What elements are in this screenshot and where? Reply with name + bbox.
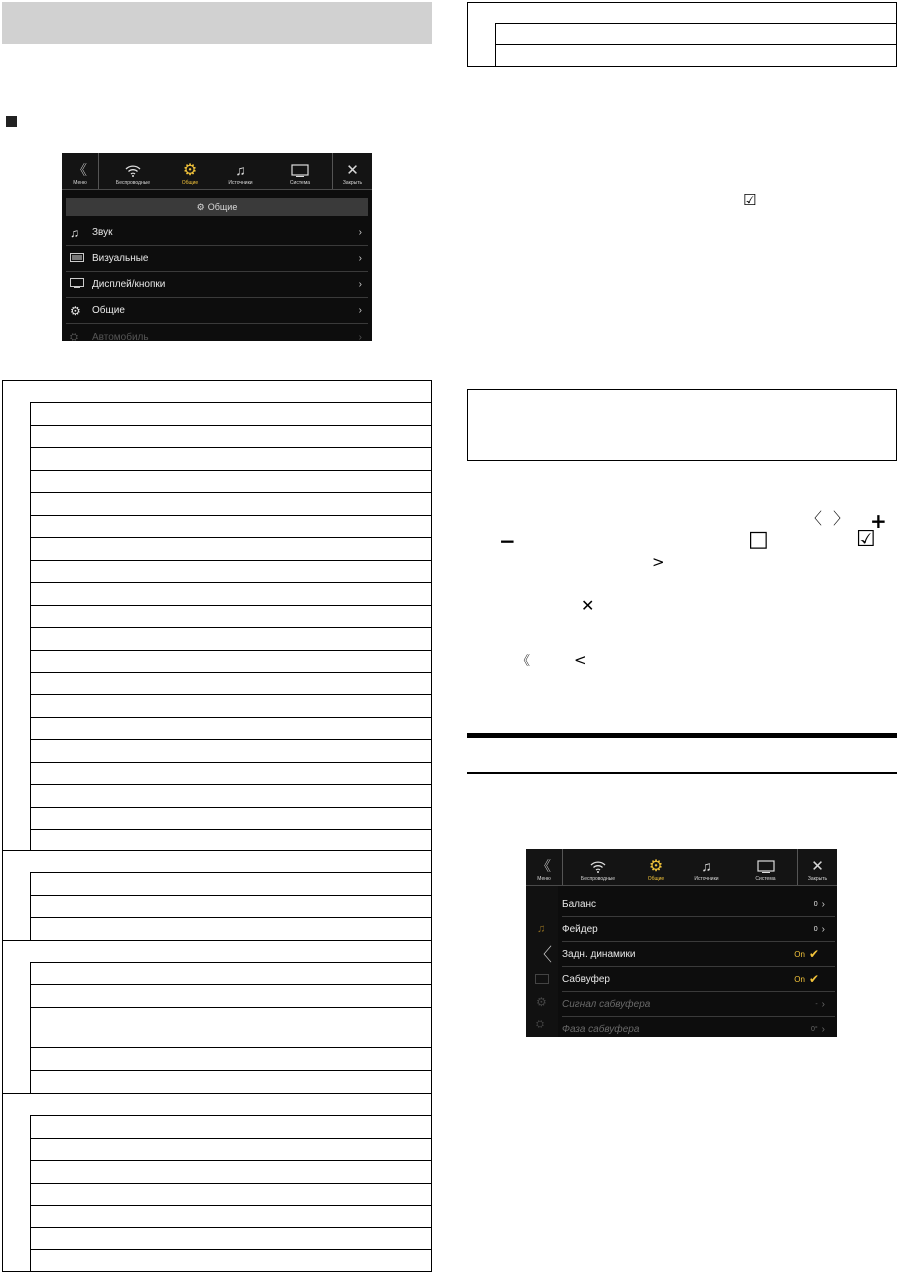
table-divider [30, 694, 432, 695]
table-divider [30, 515, 432, 516]
setting-row-rear-speakers[interactable]: Задн. динамики On ✔ [562, 942, 835, 967]
checkbox-checked-icon: ☑ [856, 527, 876, 552]
menu-item-car[interactable]: ⛭ Автомобиль › [70, 331, 362, 341]
table-divider [30, 447, 432, 448]
table-divider [30, 984, 432, 985]
table-divider [30, 872, 432, 873]
chevron-right-icon: › [358, 279, 362, 290]
checkbox-checked-icon: ☑ [743, 191, 757, 209]
section-header: ⚙ Общие [66, 198, 368, 216]
plus-icon: + [870, 509, 887, 533]
table-divider [30, 492, 432, 493]
table-divider [30, 807, 432, 808]
table-divider [495, 23, 897, 24]
table-divider [30, 1227, 432, 1228]
tab-close[interactable]: ✕ Закрыть [342, 162, 363, 186]
checkmark-icon[interactable]: ✔ [808, 972, 819, 986]
tab-wireless[interactable]: Беспроводные [563, 849, 633, 885]
gear-icon: ⚙ [182, 162, 198, 179]
menu-item-display-buttons[interactable]: Дисплей/кнопки › [66, 272, 368, 298]
chevron-right-icon: › [358, 227, 362, 238]
tab-close[interactable]: ✕ Закрыть [807, 858, 828, 882]
gear-icon: ⚙ [648, 858, 664, 875]
tab-system[interactable]: Система [268, 153, 333, 189]
chevron-right-icon: › [358, 253, 362, 264]
table-divider [495, 23, 496, 67]
chevron-right-icon: › [821, 923, 825, 935]
monitor-icon [70, 278, 92, 291]
close-icon: ✕ [581, 596, 595, 615]
table-divider [30, 537, 432, 538]
music-source-icon: ♫ [701, 858, 712, 874]
table-divider [30, 962, 31, 1093]
table-divider [30, 1205, 432, 1206]
table-divider [30, 627, 432, 628]
monitor-icon [535, 974, 549, 984]
table-divider [30, 672, 432, 673]
table-divider [495, 44, 897, 45]
table-divider [30, 582, 432, 583]
tab-wireless[interactable]: Беспроводные [99, 153, 167, 189]
table-divider [30, 762, 432, 763]
monitor-icon [757, 856, 775, 876]
checkbox-empty-icon: □ [748, 527, 769, 552]
chevron-left-icon: 〈 [806, 509, 823, 528]
setting-row-subwoofer-signal[interactable]: Сигнал сабвуфера - › [562, 992, 835, 1017]
settings-screenshot-sound [526, 849, 837, 1037]
double-chevron-left-icon: 《 [517, 654, 531, 669]
menu-item-visual[interactable]: Визуальные › [66, 246, 368, 272]
gear-icon: ⚙ [70, 303, 81, 318]
table-divider [2, 940, 432, 941]
gear-icon: ⚙ [536, 995, 547, 1009]
close-icon: ✕ [346, 162, 359, 179]
chevron-right-icon: › [821, 1024, 825, 1035]
music-source-icon: ♫ [235, 162, 246, 178]
section-rule [467, 733, 897, 738]
table-divider [2, 1093, 432, 1094]
table-divider [30, 895, 432, 896]
table-divider [30, 917, 432, 918]
car-icon: ⛭ [536, 1019, 544, 1030]
table-divider [30, 1047, 432, 1048]
film-icon [70, 253, 92, 265]
table-divider [30, 470, 432, 471]
table-divider [30, 1115, 432, 1116]
table-divider [30, 605, 432, 606]
table-divider [30, 872, 31, 940]
table-divider [30, 1138, 432, 1139]
music-note-icon: ♫ [70, 225, 79, 240]
wifi-icon [590, 856, 606, 876]
double-chevron-left-icon: 《 [537, 858, 551, 874]
table-divider [30, 402, 31, 850]
chevron-right-icon: › [358, 331, 362, 341]
setting-row-fader[interactable]: Фейдер 0 › [562, 917, 835, 942]
table-divider [30, 1070, 432, 1071]
double-chevron-left-icon: 《 [73, 162, 87, 178]
section-header-bar [2, 2, 432, 44]
table-divider [30, 1160, 432, 1161]
tab-sources[interactable]: ♫ Источники [228, 162, 253, 186]
table-divider [30, 784, 432, 785]
table-divider [30, 650, 432, 651]
tab-sources[interactable]: ♫ Источники [694, 858, 719, 882]
table-divider [30, 829, 432, 830]
table-divider [30, 739, 432, 740]
chevron-right-icon: › [358, 305, 362, 316]
table-divider [30, 560, 432, 561]
table-divider [30, 425, 432, 426]
menu-item-sound[interactable]: ♫ Звук › [66, 220, 368, 246]
note-box [467, 389, 897, 461]
tab-menu[interactable]: 《 Меню [62, 153, 99, 189]
table-divider [30, 1115, 31, 1272]
settings-screenshot-general [62, 153, 372, 341]
table-divider [30, 1183, 432, 1184]
chevron-right-icon: 〉 [833, 509, 850, 528]
square-bullet-icon [6, 116, 17, 127]
setting-row-subwoofer[interactable]: Сабвуфер On ✔ [562, 967, 835, 992]
table-divider [30, 402, 432, 403]
table-divider [30, 1007, 432, 1008]
chevron-left-small-icon: < [574, 651, 587, 669]
table-divider [30, 962, 432, 963]
faded-sidebar [526, 886, 558, 1037]
tab-menu[interactable]: 《 Меню [526, 849, 563, 885]
chevron-right-icon: › [821, 998, 825, 1010]
tab-general[interactable]: ⚙ Общие [647, 858, 665, 882]
close-icon: ✕ [811, 858, 824, 875]
setting-row-subwoofer-phase[interactable]: Фаза сабвуфера 0° › [562, 1024, 825, 1035]
setting-row-balance[interactable]: Баланс 0 › [562, 892, 835, 917]
chevron-right-icon: › [821, 898, 825, 910]
section-rule [467, 772, 897, 774]
minus-icon: − [499, 529, 516, 553]
tab-general[interactable]: ⚙ Общие [181, 162, 199, 186]
table-divider [2, 850, 432, 851]
car-icon: ⛭ [70, 331, 78, 341]
table-divider [30, 717, 432, 718]
tab-system[interactable]: Система [734, 849, 798, 885]
back-chevron-icon[interactable]: 〈 [534, 945, 552, 965]
gear-icon: ⚙ [196, 201, 205, 212]
info-table-top [467, 2, 897, 67]
wifi-icon [125, 160, 141, 180]
monitor-icon [291, 160, 309, 180]
chevron-right-small-icon: > [652, 553, 665, 571]
menu-item-general[interactable]: ⚙ Общие › [66, 298, 368, 324]
checkmark-icon[interactable]: ✔ [808, 947, 819, 961]
table-divider [30, 1249, 432, 1250]
music-note-icon: ♫ [537, 923, 546, 935]
